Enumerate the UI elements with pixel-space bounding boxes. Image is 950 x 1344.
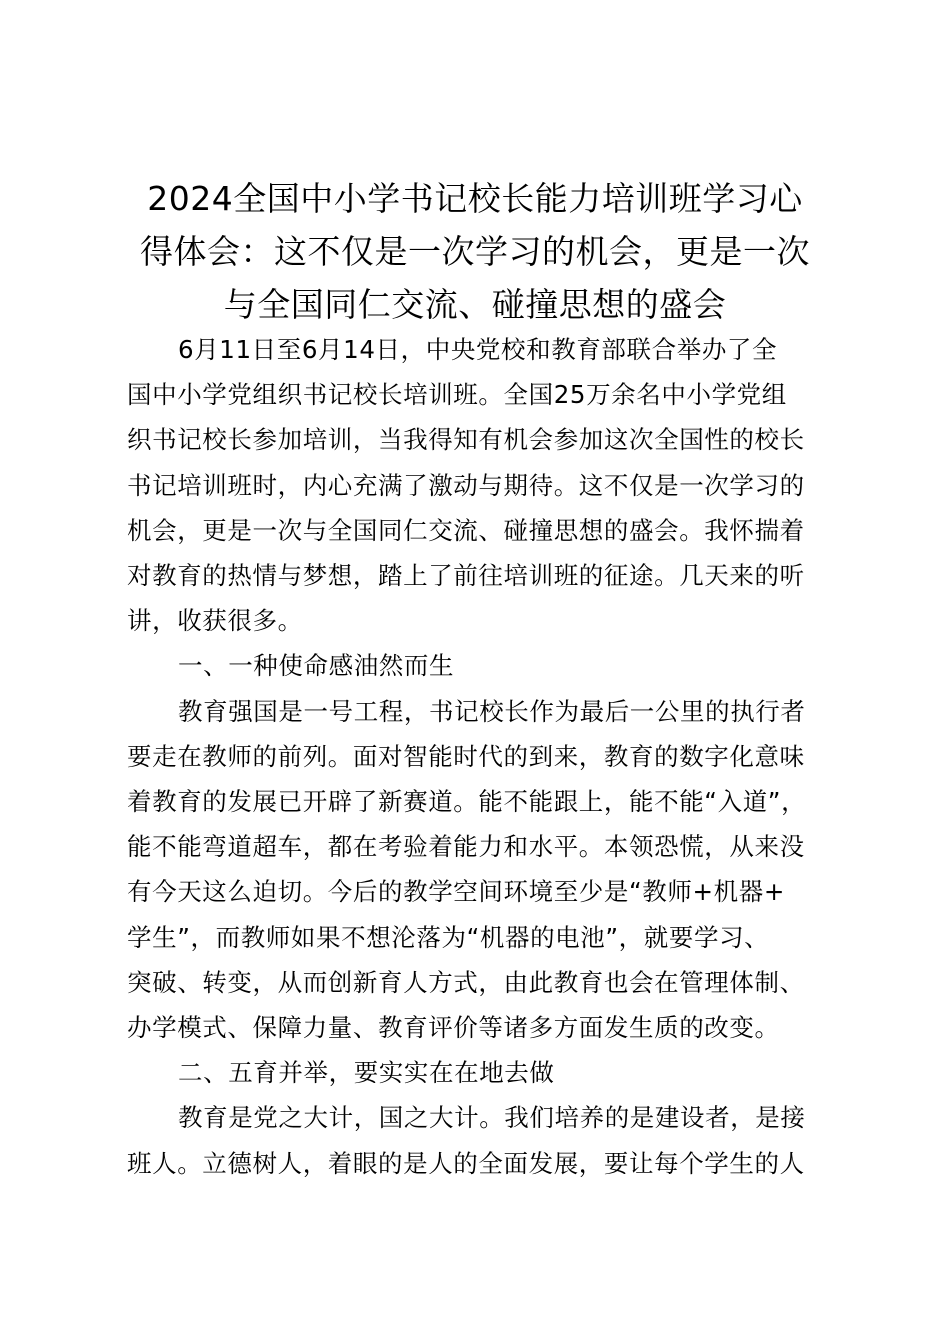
section-1-paragraph [127,689,833,1051]
text-line: 班人。立德树人，着眼的是人的全面发展，要让每个学生的人 [127,1148,805,1178]
text-line: 要走在教师的前列。面对智能时代的到来，教育的数字化意味 [127,741,805,771]
text-line: 织书记校长参加培训，当我得知有机会参加这次全国性的校长 [127,425,805,455]
text-line: 对教育的热情与梦想，踏上了前往培训班的征途。几天来的听 [127,561,805,591]
title-line: 得体会：这不仅是一次学习的机会，更是一次 [140,232,810,271]
text-line: 教育是党之大计，国之大计。我们培养的是建设者，是接 [178,1103,806,1133]
text-line: 着教育的发展已开辟了新赛道。能不能跟上，能不能“入道”， [127,787,807,817]
text-line: 国中小学党组织书记校长培训班。全国25万余名中小学党组 [127,380,787,410]
text-line: 6月11日至6月14日，中央党校和教育部联合举办了全 [178,335,778,364]
text-line: 突破、转变，从而创新育人方式，由此教育也会在管理体制、 [127,967,805,997]
section-heading-2: 二、五育并举，要实实在在地去做 [178,1058,555,1088]
section-2-paragraph [127,1095,833,1185]
intro-paragraph [127,327,833,643]
document-body [127,327,833,1186]
text-line: 学生”，而教师如果不想沦落为“机器的电池”，就要学习、 [127,922,770,952]
document-title [100,172,850,331]
text-line: 讲，收获很多。 [127,606,303,636]
text-line: 教育强国是一号工程，书记校长作为最后一公里的执行者 [178,696,806,726]
text-line: 书记培训班时，内心充满了激动与期待。这不仅是一次学习的 [127,470,805,500]
title-line: 2024全国中小学书记校长能力培训班学习心 [147,179,803,218]
text-line: 有今天这么迫切。今后的教学空间环境至少是“教师+机器+ [127,877,785,907]
text-line: 能不能弯道超车，都在考验着能力和水平。本领恐慌，从来没 [127,832,805,862]
text-line: 机会，更是一次与全国同仁交流、碰撞思想的盛会。我怀揣着 [127,515,805,545]
text-line: 办学模式、保障力量、教育评价等诸多方面发生质的改变。 [127,1013,780,1043]
title-line: 与全国同仁交流、碰撞思想的盛会 [223,285,727,324]
section-heading-1: 一、一种使命感油然而生 [178,651,455,681]
